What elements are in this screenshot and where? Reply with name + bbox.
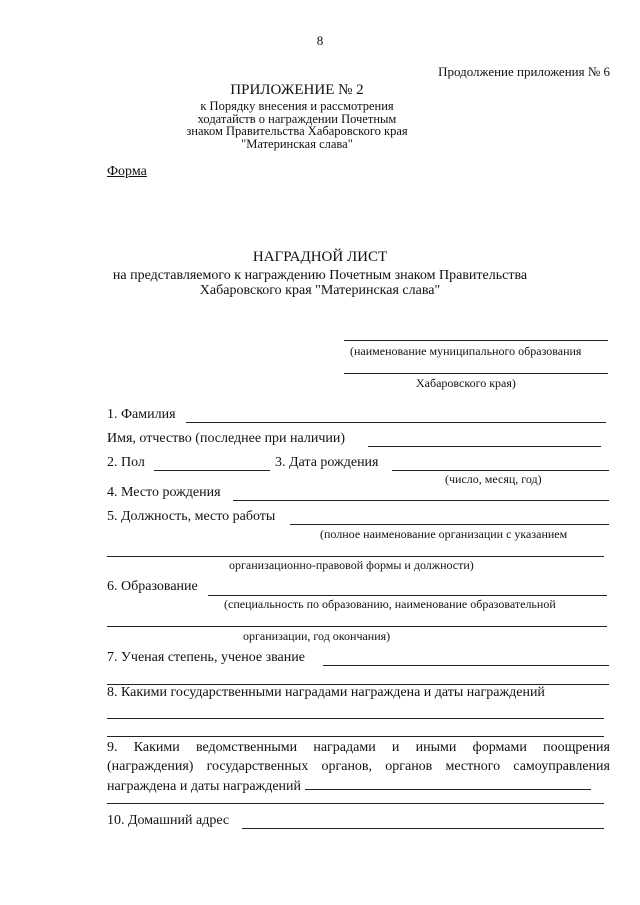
- appendix-line: знаком Правительства Хабаровского края: [186, 124, 408, 138]
- birth-date-hint: (число, месяц, год): [445, 472, 542, 486]
- position-hint-2: организационно-правовой формы и должности): [229, 558, 474, 572]
- state-awards-line[interactable]: [107, 718, 604, 719]
- form-label: [107, 164, 147, 180]
- subtitle-line: на представляемого к награждению Почетным знаком Правительства: [112, 268, 528, 283]
- name-patronymic-line[interactable]: [368, 446, 601, 447]
- municipality-line-2[interactable]: [344, 373, 608, 374]
- document-subtitle: [0, 268, 640, 298]
- surname-label: 1. Фамилия: [107, 407, 176, 422]
- municipality-hint: (наименование муниципального образования: [350, 344, 582, 358]
- birth-place-line[interactable]: [233, 500, 609, 501]
- position-label: 5. Должность, место работы: [107, 509, 276, 524]
- home-address-line[interactable]: [242, 828, 604, 829]
- sex-line[interactable]: [154, 470, 270, 471]
- appendix-description: [0, 100, 594, 150]
- appendix-line: ходатайств о награждении Почетным: [197, 111, 397, 126]
- sex-label: 2. Пол: [107, 455, 145, 470]
- dept-awards-line-2[interactable]: [107, 803, 604, 804]
- appendix-title: ПРИЛОЖЕНИЕ № 2: [230, 82, 364, 98]
- education-line-2[interactable]: [107, 626, 607, 627]
- education-line[interactable]: [208, 595, 607, 596]
- appendix-line: к Порядку внесения и рассмотрения: [200, 99, 394, 113]
- dept-awards-inline-line[interactable]: [305, 776, 591, 790]
- home-address-label: 10. Домашний адрес: [107, 813, 230, 828]
- birth-date-line[interactable]: [392, 470, 609, 471]
- surname-line[interactable]: [186, 422, 606, 423]
- appendix-line: "Материнская слава": [241, 136, 353, 151]
- position-line[interactable]: [290, 524, 609, 525]
- subtitle-line: Хабаровского края "Материнская слава": [199, 283, 441, 298]
- position-line-2[interactable]: [107, 556, 604, 557]
- municipality-hint-2: Хабаровского края): [416, 376, 516, 390]
- municipality-line-1[interactable]: [344, 340, 608, 341]
- education-label: 6. Образование: [107, 579, 198, 594]
- birth-date-label: 3. Дата рождения: [275, 455, 379, 470]
- birth-place-label: 4. Место рождения: [107, 485, 221, 500]
- state-awards-label: 8. Какими государственными наградами награждена и даты награждений: [107, 685, 545, 700]
- continuation-note: Продолжение приложения № 6: [438, 64, 610, 79]
- dept-awards-label: 9. Какими ведомственными наградами и иными формами поощрения (награждения) государственных органов, органов местного самоуправления награждена и даты награждений: [107, 740, 610, 794]
- page-number: 8: [316, 33, 324, 48]
- position-hint: (полное наименование организации с указанием: [320, 527, 568, 541]
- dept-awards-paragraph: [107, 739, 610, 797]
- form-label-text: Форма: [107, 164, 147, 179]
- education-hint-2: организации, год окончания): [243, 629, 391, 643]
- education-hint: (специальность по образованию, наименование образовательной: [224, 597, 556, 611]
- state-awards-line-2[interactable]: [107, 736, 604, 737]
- document-title: НАГРАДНОЙ ЛИСТ: [252, 249, 388, 265]
- degree-line[interactable]: [323, 665, 609, 666]
- name-patronymic-label: Имя, отчество (последнее при наличии): [107, 431, 346, 446]
- degree-label: 7. Ученая степень, ученое звание: [107, 650, 305, 665]
